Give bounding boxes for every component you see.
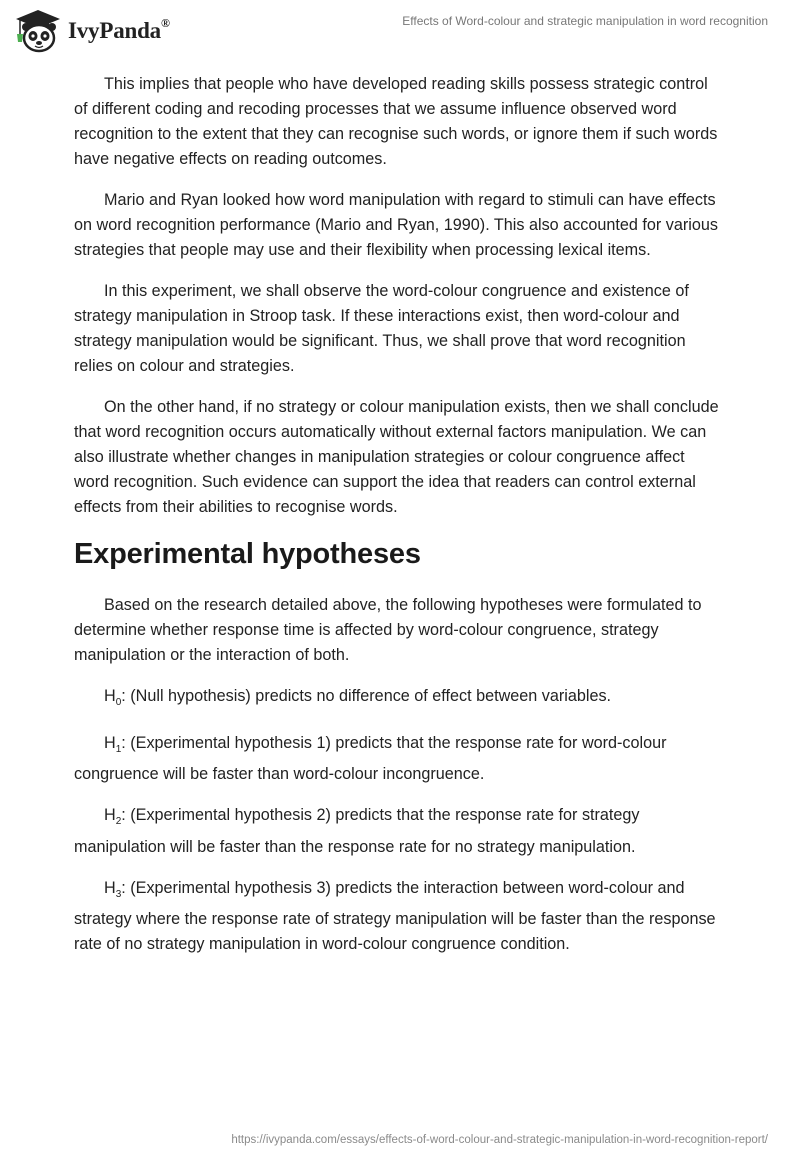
hypothesis-h2 (74, 803, 724, 859)
paragraph: Based on the research detailed above, the following hypotheses were formulated to determine whether response time is affected by word-colour congruence, strategy manipulation or the interaction of both. (74, 596, 702, 664)
hypothesis-letter: H (104, 806, 116, 825)
hypothesis-letter: H (104, 878, 116, 897)
hypothesis-subscript: 3 (115, 888, 122, 900)
hypothesis-letter: H (104, 734, 116, 753)
panda-logo-icon (14, 8, 62, 54)
hypothesis-letter: H (104, 687, 116, 705)
source-url[interactable]: https://ivypanda.com/essays/effects-of-word-colour-and-strategic-manipulation-in-word-recognition-report/ (231, 1134, 768, 1146)
hypothesis-subscript: 2 (115, 816, 122, 828)
page-header (0, 0, 800, 64)
paragraph: In this experiment, we shall observe the word-colour congruence and existence of strategy manipulation in Stroop task. If these interactions exist, then word-colour and strategy manipulation would be significant. Thus, we shall prove that word recognition relies on colour and strategies. (74, 282, 689, 375)
paragraph: Mario and Ryan looked how word manipulation with regard to stimuli can have effects on word recognition performance (Mario and Ryan, 1990). This also accounted for various strategies that people may use and their flexibility when processing lexical items. (74, 191, 718, 259)
hypothesis-h1 (74, 731, 724, 787)
hypothesis-text: : (Null hypothesis) predicts no difference of effect between variables. (121, 687, 612, 705)
hypothesis-text: : (Experimental hypothesis 1) predicts that the response rate for word-colour congruence will be faster than word-colour incongruence. (74, 734, 667, 784)
registered-mark: ® (160, 16, 170, 31)
brand-name (68, 18, 170, 44)
hypothesis-h3 (74, 876, 724, 957)
paragraph: This implies that people who have developed reading skills possess strategic control of different coding and recoding processes that we assume influence observed word recognition to the extent that they can recognise such words, or ignore them if such words have negative effects on reading outcomes. (74, 75, 718, 168)
paragraph: On the other hand, if no strategy or colour manipulation exists, then we shall conclude that word recognition occurs automatically without external factors manipulation. We can also illustrate whether changes in manipulation strategies or colour congruence affect word recognition. Such evidence can support the idea that readers can control external effects from their abilities to recognise words. (74, 398, 719, 516)
hypothesis-text: : (Experimental hypothesis 3) predicts the interaction between word-colour and strategy where the response rate of strategy manipulation will be faster than the response rate of no strategy manipulation in word-colour congruence condition. (74, 878, 716, 953)
hypothesis-text: : (Experimental hypothesis 2) predicts that the response rate for strategy manipulation will be faster than the response rate for no strategy manipulation. (74, 806, 640, 856)
hypothesis-subscript: 1 (115, 744, 122, 756)
section-heading: Experimental hypotheses (74, 538, 421, 570)
hypothesis-h0 (74, 684, 724, 715)
logo[interactable] (14, 8, 170, 54)
article-body (74, 72, 724, 973)
hypothesis-subscript: 0 (115, 697, 122, 709)
brand-text: IvyPanda (68, 18, 161, 43)
document-title: Effects of Word-colour and strategic manipulation in word recognition (402, 14, 768, 28)
